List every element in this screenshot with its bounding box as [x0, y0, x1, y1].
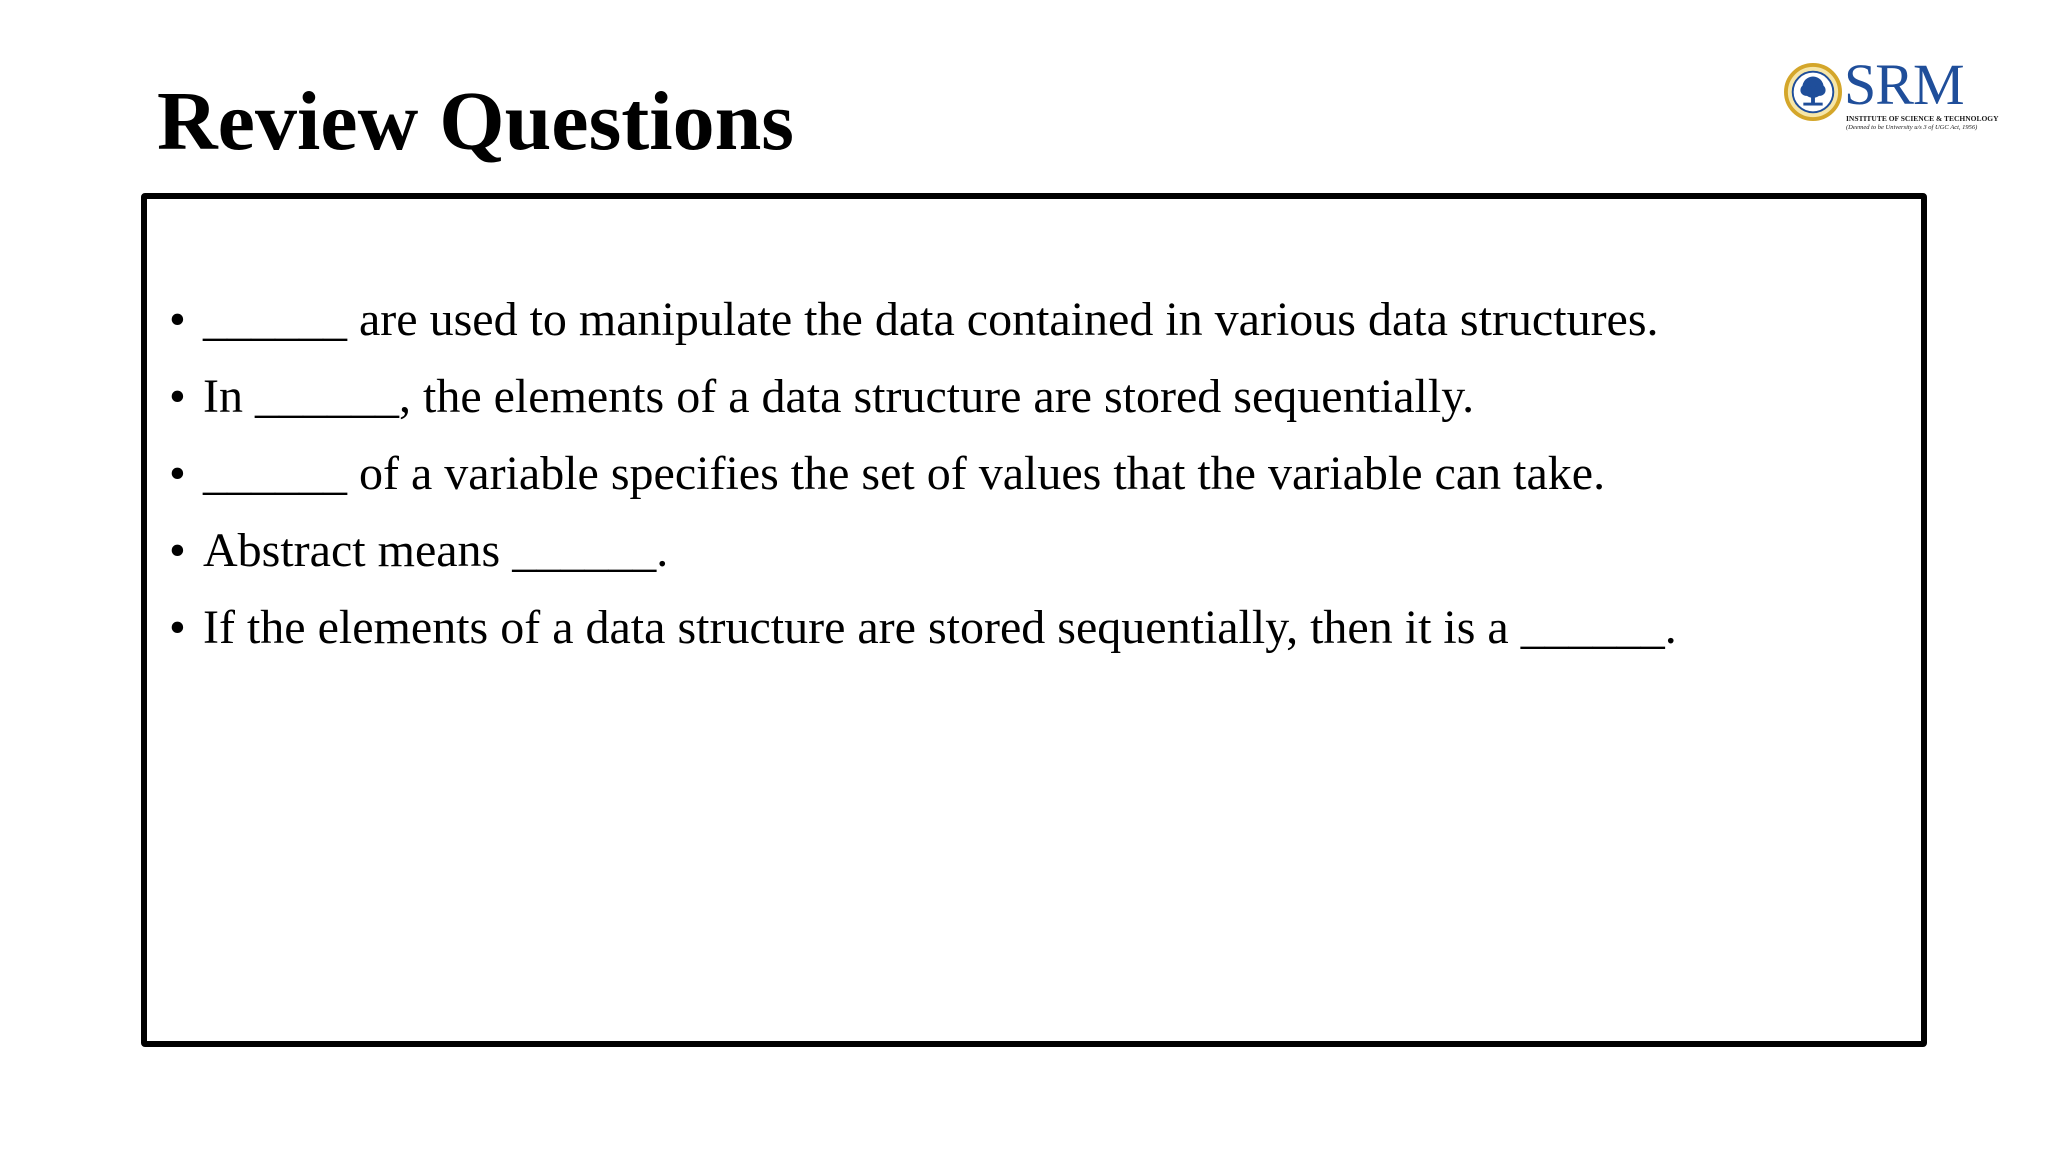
slide-title: Review Questions — [157, 75, 794, 168]
logo-subtitle: INSTITUTE OF SCIENCE & TECHNOLOGY — [1846, 114, 1999, 123]
bullet: • — [169, 601, 186, 654]
list-item — [169, 512, 1677, 589]
bullet: • — [169, 524, 186, 577]
university-seal-icon — [1784, 62, 1842, 122]
bullet: • — [169, 370, 186, 423]
questions-box — [141, 193, 1927, 1047]
question-text: In ______, the elements of a data structure are stored sequentially. — [203, 370, 1475, 423]
question-text: ______ are used to manipulate the data contained in various data structures. — [203, 293, 1659, 346]
bullet: • — [169, 293, 186, 346]
list-item — [169, 589, 1677, 666]
srm-logo — [1784, 52, 1999, 132]
logo-tagline: (Deemed to be University u/s 3 of UGC Act, 1956) — [1846, 124, 1978, 131]
bullet: • — [169, 447, 186, 500]
list-item — [169, 358, 1677, 435]
list-item — [169, 281, 1677, 358]
question-text: Abstract means ______. — [203, 524, 669, 577]
logo-wordmark: SRM — [1844, 52, 1964, 117]
questions-list — [169, 281, 1677, 666]
question-text: ______ of a variable specifies the set of values that the variable can take. — [203, 447, 1606, 500]
question-text: If the elements of a data structure are stored sequentially, then it is a ______. — [203, 601, 1677, 654]
list-item — [169, 435, 1677, 512]
